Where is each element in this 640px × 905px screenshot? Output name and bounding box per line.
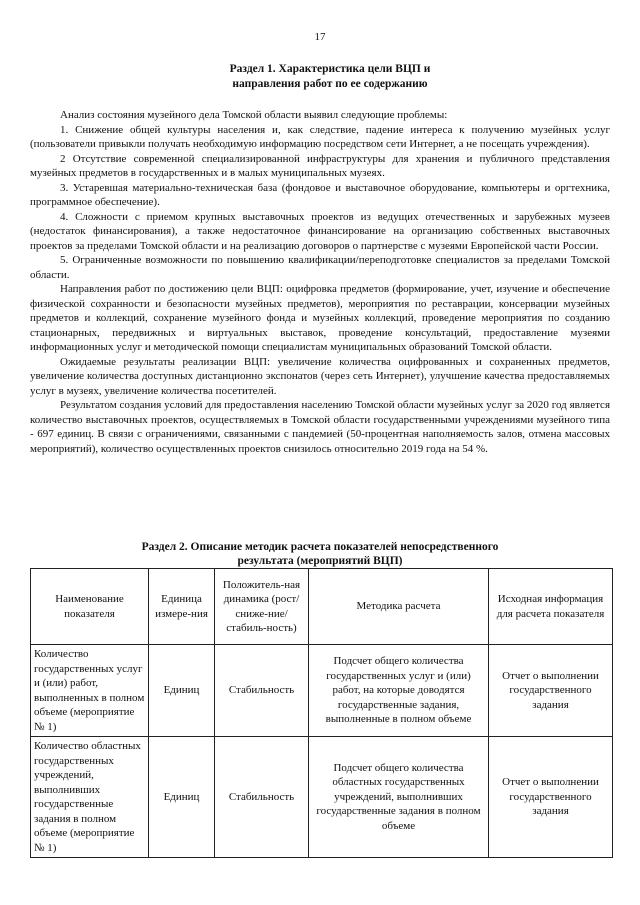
header-dynamics: Положитель-ная динамика (рост/сниже-ние/стабиль-ность) [215,569,309,645]
methods-table [30,568,613,858]
cell-dynamics: Стабильность [215,737,309,858]
header-unit: Единица измере-ния [149,569,215,645]
table-row [31,737,613,858]
section-1-title [60,62,600,92]
paragraph-problem-1: 1. Снижение общей культуры населения и, как следствие, падение интереса к получению музейных услуг (пользователи привыкли получать необходимую информацию посредством сети Интернет, а не посещать учреждения). [30,123,610,150]
cell-method: Подсчет общего количества государственных услуг и (или) работ, на которые доводятся государственные задания, выполненные в полном объеме [309,645,489,737]
header-source: Исходная информация для расчета показателя [489,569,613,645]
paragraph-problem-2: 2 Отсутствие современной специализированной инфраструктуры для хранения и публичного представления музейных предметов в государственных и в малых муниципальных музеях. [30,152,610,179]
section-1-title-line-1: Раздел 1. Характеристика цели ВЦП и [229,63,431,75]
table-header-row [31,569,613,645]
cell-source: Отчет о выполнении государственного задания [489,645,613,737]
paragraph-problem-5: 5. Ограниченные возможности по повышению квалификации/переподготовке специалистов за пределами Томской области. [30,254,610,281]
paragraph-problem-3: 3. Устаревшая материально-техническая база (фондовое и выставочное оборудование, компьютеры и оргтехника, программное обеспечение). [30,181,610,208]
table-row [31,645,613,737]
paragraph-work-directions: Направления работ по достижению цели ВЦП: оцифровка предметов (формирование, учет, изучение и обеспечение физической сохранности и безопасности музейных предметов), мероприятия по реставрации, консервации музейных предметов и коллекций, сохранение музейного фонда и музейных коллекций, проведение мероприятия по созданию стационарных, передвижных и виртуальных выставок, проведение консультаций, предоставление музеями информационных услуг и методической помощи специалистам муниципальных образований Томской области. [30,283,610,353]
paragraph-expected-results: Ожидаемые результаты реализации ВЦП: увеличение количества оцифрованных и сохраненных предметов, увеличение количества доступных дистанционно экспонатов (через сеть Интернет), улучшение качества предоставляемых услуг в музеях, увеличение количества посетителей. [30,355,610,397]
cell-indicator-name: Количество областных государственных учреждений, выполнивших государственные задания в полном объеме (мероприятие № 1) [31,737,149,858]
paragraph-problem-4: 4. Сложности с приемом крупных выставочных проектов из ведущих отечественных и зарубежных музеев (недостаток финансирования), а также недостаточное финансирование на организацию собственных выставочных проектов за пределами Томской области и на реализацию договоров о партнерстве с музеями Европейской части России. [30,210,610,252]
section-1-title-line-2: направления работ по ее содержанию [232,78,428,90]
paragraph-intro: Анализ состояния музейного дела Томской области выявил следующие проблемы: [60,109,448,121]
cell-indicator-name: Количество государственных услуг и (или) работ, выполненных в полном объеме (мероприятие № 1) [31,645,149,737]
paragraph-results-2020: Результатом создания условий для предоставления населению Томской области музейных услуг за 2020 год является количество выставочных проектов, осуществляемых в Томской области государственными учреждениями музейного типа - 697 единиц. В связи с ограничениями, связанными с пандемией (50-процентная наполняемость залов, отмена массовых мероприятий), количество осуществленных проектов снизилось относительно 2019 года на 54 %. [30,399,610,455]
cell-method: Подсчет общего количества областных государственных учреждений, выполнивших государственные задания в полном объеме [309,737,489,858]
section-2-title-line-2: результата (мероприятий ВЦП) [237,555,403,567]
cell-dynamics: Стабильность [215,645,309,737]
cell-unit: Единиц [149,645,215,737]
cell-source: Отчет о выполнении государственного задания [489,737,613,858]
cell-unit: Единиц [149,737,215,858]
section-2-title [90,540,550,568]
section-2-title-line-1: Раздел 2. Описание методик расчета показателей непосредственного [141,541,499,553]
page-number: 17 [314,31,326,43]
section-1-body [30,108,610,456]
header-indicator-name: Наименование показателя [31,569,149,645]
header-method: Методика расчета [309,569,489,645]
